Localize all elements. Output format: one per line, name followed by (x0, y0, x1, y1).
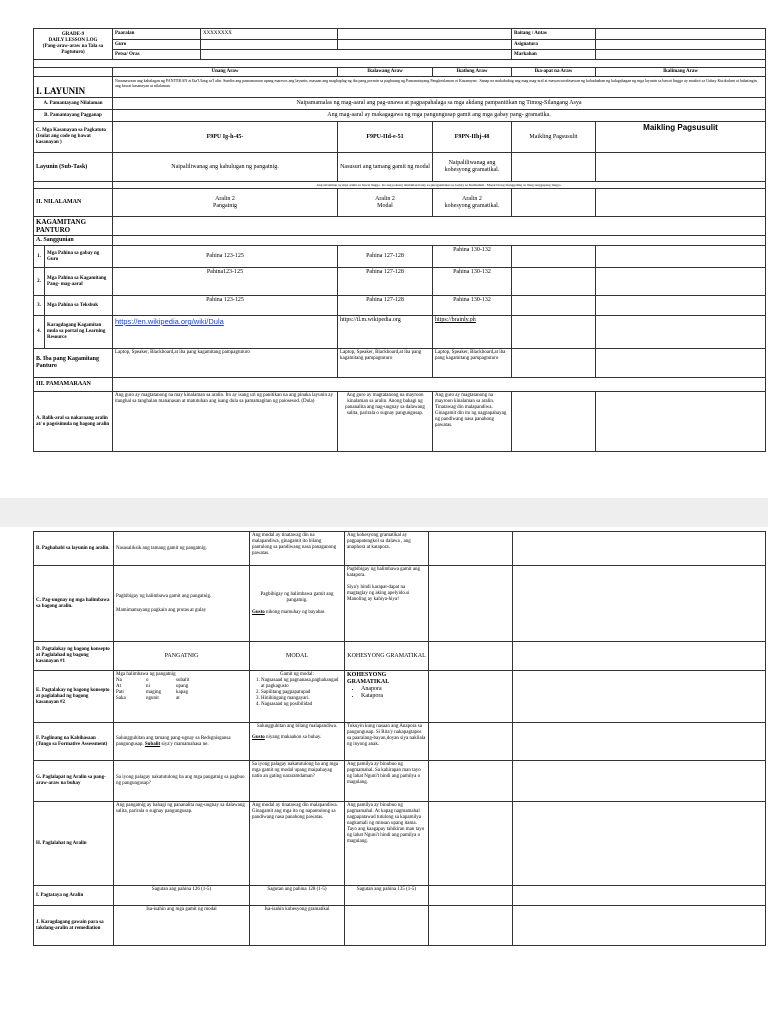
iba-pang-kagamitan-day-5 (596, 349, 766, 378)
sanggunian-1-day-1: Pahina 123-125 (113, 246, 338, 268)
iba-pang-kagamitan-day-3: Laptop, Speaker, Blackboard,at iba pang kagamitang pampagtuturo (433, 349, 512, 378)
pagtalakay-1-day-3: KOHESYONG GRAMATIKAL (345, 642, 429, 671)
nilalaman-item-3: Aralin 2 kohesyong gramatikal. (433, 189, 512, 217)
sanggunian-4-day-4 (512, 316, 596, 349)
pagtalakay-1-label: D. Pagtalakay ng bagong konsepto at Paglalahad ng bagong kasanayan #1 (34, 642, 114, 671)
pamantayang-pagganap-value: Ang mag-aaral ay makagagawa ng mga pangungusap gamit ang mga gabay pang- gramatika. (113, 110, 766, 122)
day-header-blank (34, 68, 113, 77)
markahan-label: Markahan (512, 50, 596, 60)
day-header-1: Unang Araw (113, 68, 338, 77)
paglalapat-label: G. Paglalapat ng Aralin sa pang-araw-araw na buhay (34, 761, 114, 802)
sanggunian-3-day-3: Pahina 130-132 (433, 296, 512, 316)
nilalaman-note: Ang nilalaman ay mga aralin sa bawat linggo. Ito ang pokong nilalaman batay sa pinagsamakas sa Gabay sa Kurikulum . Maaari itong manggaling sa ilang tanggapang linggo. (113, 182, 766, 189)
paglalapat-day-5 (513, 761, 766, 802)
kasanayan-code-4: Maikling Pagsusulit (512, 122, 596, 153)
pagtalakay-2-day-2: Gamit ng modal: 1. Nagsasaad ng pagnanasa,paghahangad at pagkagusto 2. Sapilitang pagpapatupad 3. Hinihingang mangayari. 4. Nagsasaad ng posibilidad (250, 671, 345, 723)
pagtalakay-1-day-5 (513, 642, 766, 671)
paglalapat-day-3: Ang pamilya ay binubuo ng pagmamahal. Sa kahirapan man tayo ng lahat Nguni't hindi ang pamilya o magulang. (345, 761, 429, 802)
nilalaman-title: II. NILALAMAN (34, 189, 113, 217)
page-gap (0, 498, 768, 527)
baitang-label: Baitang / Antas (512, 29, 596, 40)
nilalaman-item-4 (512, 189, 596, 217)
sanggunian-3-day-4 (512, 296, 596, 316)
nilalaman-note-blank (34, 182, 113, 189)
day-header-5: Ikalimang Araw (596, 68, 766, 77)
paaralan-value: XXXXXXXX (201, 29, 338, 40)
pagtalakay-2-day-4 (429, 671, 513, 723)
day-header-4: Ika-apat na Araw (512, 68, 596, 77)
sanggunian-1-day-2: Pahina 127-128 (338, 246, 433, 268)
pagtataya-day-1: Sagutan ang pahina 126 (1-5) (114, 886, 250, 906)
dll-table-page-2 (33, 531, 766, 946)
layunin-title: I. LAYUNIN (34, 77, 113, 98)
sanggunian-blank (113, 236, 766, 246)
header-blank (338, 29, 512, 40)
paglalapat-day-2: Sa iyong palagay nakatutulong ba ang mga mga gamit ng modal upang maipahayag natin an gating nararamdaman? (250, 761, 345, 802)
paglinang-day-4 (429, 723, 513, 761)
resource-link-brainly[interactable]: https://brainly.ph (433, 316, 512, 349)
pamantayang-nilalaman-value: Naipamamalas ng mag-aaral ang pag-unawa at pagpapahalaga sa mga akdang pampanitikan ng Timog-Silangang Asya (113, 98, 766, 110)
pamantayang-nilalaman-label: A. Pamantayang Nilalaman (34, 98, 113, 110)
pagtataya-day-2: Sagutan ang pahina 128 (1-5) (250, 886, 345, 906)
paglalahat-label: H. Paglalahat ng Aralin (34, 802, 114, 886)
kasanayan-code-1: F9PU Ig-h-45- (113, 122, 338, 153)
paglinang-label: F. Paglinang na Kabihasaan (Tungo sa Formative Assessment) (34, 723, 114, 761)
pamantayang-pagganap-label: B. Pamantayang Pagganap (34, 110, 113, 122)
balik-aral-day-4 (512, 392, 596, 452)
paghahabi-day-3: Ang kohesyong gramatikal ay pagpapatungkol sa dalawa , ang anaphora at katapora. (345, 532, 429, 566)
iba-pang-kagamitan-label: B. Iba pang Kagamitang Panturo (34, 349, 113, 378)
karagdagang-gawain-day-5 (513, 906, 766, 946)
asignatura-value (596, 40, 766, 50)
kasanayan-label: C. Mga Kasanayan sa Pagkatuto (Isulat ang code ng bawat kasanayan ) (34, 122, 113, 153)
pagtalakay-2-day-3: KOHESYONG GRAMATIKAL • Anapora • Katapora (345, 671, 429, 723)
day-header-3: Ikatlong Araw (433, 68, 512, 77)
karagdagang-gawain-day-3 (345, 906, 429, 946)
asignatura-label: Asignatura (512, 40, 596, 50)
paaralan-label: Paaralan (113, 29, 201, 40)
sanggunian-label: A. Sanggunian (34, 236, 113, 246)
baitang-value (596, 29, 766, 40)
sanggunian-1-day-5 (596, 246, 766, 268)
intro-note: Nauunawaan ang kahalagan ng PANITIKAN at Ika'Ulang sa'I alin. Sundin ang pamamaraan upang maresos ang layunin, masaan ang magkaplag ng iba pang pormin sa pagbuung ng Pamanatayang Pangkeulaman ot Kasanayan . Sanap na makabubug ang mag mag-aral at mawawawalmawan ng kahaduahan ng kalagabagan ng mga layunin sa bawat linggo ay maabot sa Gabay Kurikulum at hahatingin ang bawat kasanayan at nilalaman. (113, 77, 766, 98)
resource-link-tl-wikipedia[interactable]: https://tl.m.wikipedia.org (338, 316, 433, 349)
sanggunian-1-day-3: Pahina 130-132 (433, 246, 512, 268)
subtask-2: Nasusuri ang tamang gamit ng modal (338, 153, 433, 182)
day-header-2: Ikalawang Araw (338, 68, 433, 77)
pagtalakay-2-day-1: Mga halimbawa ng pangatnig Na o subalit At ni upang Pati maging kapag Saka ngunit at (114, 671, 250, 723)
sanggunian-4-num: 4. (34, 316, 45, 349)
sanggunian-3-num: 3. (34, 296, 45, 316)
guro-value (201, 40, 338, 50)
paghahabi-day-5 (513, 532, 766, 566)
kasanayan-code-3: F9PN-IIhj-48 (433, 122, 512, 153)
paghahabi-label: B. Paghahabi sa layunin ng aralin. (34, 532, 114, 566)
sanggunian-2-num: 2. (34, 268, 45, 296)
subtask-label: Layunin (Sub-Task) (34, 153, 113, 182)
pamamaraan-blank (113, 378, 766, 392)
iba-pang-kagamitan-day-1: Laptop, Speaker, Blackboard,at iba pang kagamitang pampagtuturo (113, 349, 338, 378)
guro-label: Guro (113, 40, 201, 50)
spacer-row (34, 60, 766, 68)
sanggunian-3-day-2: Pahina 127-128 (338, 296, 433, 316)
petsa-value (201, 50, 512, 60)
paghahabi-day-4 (429, 532, 513, 566)
paglalahat-day-2: Ang modal ay tinatawag din malapandiwa. Ginagamit ang mga ito ng napantulong sa pandiwang nasa panahong pawatas. (250, 802, 345, 886)
kagamitan-blank (113, 217, 766, 236)
paglalahat-day-4 (429, 802, 513, 886)
sanggunian-2-day-2: Pahina 127-128 (338, 268, 433, 296)
sanggunian-3-day-5 (596, 296, 766, 316)
paglalahat-day-5 (513, 802, 766, 886)
subtask-4 (512, 153, 596, 182)
pagtataya-day-5 (513, 886, 766, 906)
page-2 (0, 527, 768, 1024)
karagdagang-gawain-day-4 (429, 906, 513, 946)
karagdagang-gawain-label: J. Karagdagang gawain para sa takdang-aralin at remediation (34, 906, 114, 946)
sanggunian-2-label: Mga Pahina sa Kagamitang Pang- mag-aaral (45, 268, 113, 296)
balik-aral-day-2: Ang guro ay magtatanong na mayroon kinalaman sa aralin. Anong bahagi ng pananalita ang nag-uugnay sa dalawang salita, parirala o sugnay pangungusap. (338, 392, 433, 452)
balik-aral-day-3: Ang guro ay magtatanong na mayroon kinalaman sa aralin. Tinatawag din malapandiwa. Ginagamit din ito ng nagpapahayag ng pandiwang nasa panahong pawatas. (433, 392, 512, 452)
paglalahat-day-3: Ang pamilya ay binubuo ng pagmamahal. At kapag nagmamahal nagpapatawad tutulong sa kapamilya nagkamali ng minsan upang itama. Tayo ang kaagapay tahikiran man tayo ng lahat Nguni't hindi ang pamilya o magulang. (345, 802, 429, 886)
pag-uugnay-label: C. Pag-uugnay ng mga halimbawa sa bagong aralin. (34, 566, 114, 642)
markahan-value (596, 50, 766, 60)
pag-uugnay-day-1: Pagbibigay ng halimbawa gamit ang pangatnig. Mamimamayang pagkain ang prutas at gulay (114, 566, 250, 642)
sanggunian-1-num: 1. (34, 246, 45, 268)
page-1 (0, 0, 768, 498)
pangatnig-grid: Na o subalit At ni upang Pati maging kapag Saka ngunit at (116, 678, 190, 701)
pagtataya-day-3: Sagutan ang pahina 135 (1-5) (345, 886, 429, 906)
sanggunian-3-day-1: Pahina 123-125 (113, 296, 338, 316)
paghahabi-day-2: Ang modal ay tinatawag din na malapandiwa, ginagamit ito bilang pantulong sa pandiwang nasa panaganong pawatas. (250, 532, 345, 566)
sanggunian-2-day-1: Pahina123-125 (113, 268, 338, 296)
maikling-pagsusulit-heading: Maikling Pagsusulit (596, 122, 766, 153)
pag-uugnay-day-2: Pagbibigay ng halimbawa gamit ang pangatnig. Gusto nikong mamuhay ng bayabas (250, 566, 345, 642)
karagdagang-gawain-day-2: Isa-isahin kohesyong gramatikal (250, 906, 345, 946)
balik-aral-day-5 (596, 392, 766, 452)
sanggunian-4-day-5 (596, 316, 766, 349)
pamamaraan-title: III. PAMAMARAAN (34, 378, 113, 392)
sanggunian-4-label: Karagdagang Kagamitan mula sa portal ng Learning Resource (45, 316, 113, 349)
pag-uugnay-day-3: Pagbibigay ng halimbawa gamit ang katapora. Siya'y hindi karapat-dapat na magtaglay ng aking apelyido.si Manoling ay kahiya-hiya! (345, 566, 429, 642)
iba-pang-kagamitan-day-4 (512, 349, 596, 378)
sanggunian-1-day-4 (512, 246, 596, 268)
sanggunian-1-label: Mga Pahina sa gabay ng Guro (45, 246, 113, 268)
subtask-5 (596, 153, 766, 182)
pagtataya-day-4 (429, 886, 513, 906)
balik-aral-label: A. Balik-aral sa nakaraang aralin at/ o pagsisimula ng bagong aralin (34, 392, 113, 452)
subtask-3: Naipaliliwanag ang kohesyong gramatikal. (433, 153, 512, 182)
paglalapat-day-1: Sa iyong palagay nakatutulong ba ang mga pangatnig sa pagbuo ng pangungusap? (114, 761, 250, 802)
pagtalakay-1-day-1: PANGATNIG (114, 642, 250, 671)
sanggunian-2-day-4 (512, 268, 596, 296)
pagtalakay-2-label: E. Pagtalakay ng bagong konsepto at paglalahad ng bagong kasanayan #2 (34, 671, 114, 723)
paghahabi-day-1: Nasasaliksik ang tamang gamit ng pangatnig. (114, 532, 250, 566)
pagtalakay-1-day-4 (429, 642, 513, 671)
nilalaman-item-2: Aralin 2 Modal (338, 189, 433, 217)
dll-table-page-1 (33, 28, 766, 452)
pag-uugnay-day-4 (429, 566, 513, 642)
petsa-label: Petsa/ Oras (113, 50, 201, 60)
paglinang-day-1: Salungguhitan ang tamang pang-ugnay sa Redsgnisgansa pangungusap. Subalit siya'y mamamahasa ne. (114, 723, 250, 761)
nilalaman-item-1: Aralin 2 Pangatnig (113, 189, 338, 217)
paglalahat-day-1: Ang pangatnig ay bahagi ng pananalita nag-uugnay sa dalawang salita, parirala o sugnay pangungusap. (114, 802, 250, 886)
header-blank (338, 40, 512, 50)
karagdagang-gawain-day-1: Isa-isahin ang mga gamit ng modal (114, 906, 250, 946)
balik-aral-day-1: Ang guro ay magtatanong na may kinalaman sa aralin. Ito ay isang uri ng panitikan na ang pinaka layunin ay itanghal sa tanghalan mananasan at matutuhan ang isang dula sa pamamagitan ng paiosesod. (Dula) (113, 392, 338, 452)
paglinang-day-5 (513, 723, 766, 761)
pag-uugnay-day-5 (513, 566, 766, 642)
sanggunian-3-label: Mga Pahina sa Teksbuk (45, 296, 113, 316)
iba-pang-kagamitan-day-2: Laptop, Speaker, Blackboard,at iba pang kagamitang pampagtuturo (338, 349, 433, 378)
paglalapat-day-4 (429, 761, 513, 802)
paglinang-day-3: Tukuyin kung nasaan ang Anapora sa pangungusap. Si Rita'y nakapagtapos sa paaralang-bayan,doyan siya nakilala ng inyong anak. (345, 723, 429, 761)
pagtalakay-2-day-5 (513, 671, 766, 723)
paglinang-day-2: Salungguhitan ang bilang malapandiwa. Gusto niyang makaahon sa buhay. (250, 723, 345, 761)
sanggunian-2-day-5 (596, 268, 766, 296)
pagtataya-label: I. Pagtataya ng Aralin (34, 886, 114, 906)
kagamitan-title: KAGAMITANG PANTURO (34, 217, 113, 236)
pagtalakay-1-day-2: MODAL (250, 642, 345, 671)
sanggunian-2-day-3: Pahina 130-132 (433, 268, 512, 296)
kasanayan-code-2: F9PU-IId-e-51 (338, 122, 433, 153)
nilalaman-item-5 (596, 189, 766, 217)
resource-link-wikipedia-dula[interactable]: https://en.wikipedia.org/wiki/Dula (113, 316, 338, 349)
dll-title: GRADE-9 DAILY LESSON LOG (Pang-araw-araw na Tala sa Pagtuturo) (34, 29, 113, 60)
subtask-1: Naipaliliwanag ang kahulugan ng pangatnig. (113, 153, 338, 182)
